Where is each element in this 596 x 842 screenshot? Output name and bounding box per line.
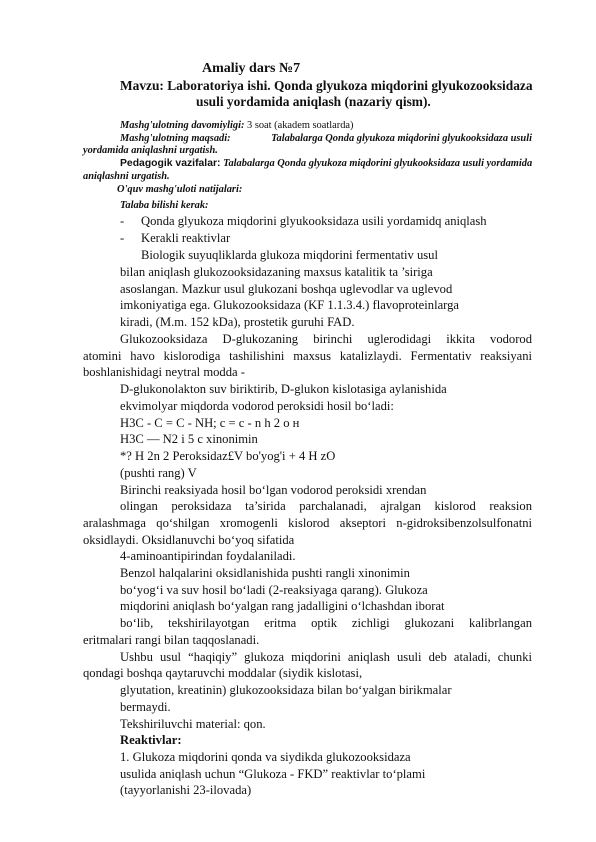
- body-line: atomini havo kislorodiga tashilishini maxsus katalizlaydi. Fermentativ reaksiyani: [83, 349, 532, 363]
- body-line: (tayyorlanishi 23-ilovada): [120, 783, 252, 797]
- body-line: glyutation, kreatinin) glukozooksidaza bilan bo‘yalgan birikmalar: [120, 683, 452, 697]
- body-line: bilan aniqlash glukozooksidazaning maxsus katalitik ta ’siriga: [120, 265, 433, 279]
- body-line: qondagi boshqa qaytaruvchi moddalar (siydik kislotasi,: [83, 666, 363, 680]
- list-dash-1: -: [120, 214, 125, 228]
- body-line: bo‘lib, tekshirilayotgan eritma optik zichligi glukozani kalibrlangan: [120, 616, 532, 630]
- body-line: bermaydi.: [120, 700, 171, 714]
- body-line: usulida aniqlash uchun “Glukoza - FKD” reaktivlar to‘plami: [120, 767, 426, 781]
- pedagogic-line2: aniqlashni urgatish.: [83, 171, 170, 182]
- formula-line: H3C — N2 i 5 c xinonimin: [120, 432, 258, 446]
- outcomes-label: O'quv mashg'uloti natijalari:: [117, 184, 243, 195]
- duration-value: 3 soat (akadem soatlarda): [244, 120, 354, 131]
- topic-heading-line1: Mavzu: Laboratoriya ishi. Qonda glyukoza miqdorini glyukozooksidaza: [120, 78, 533, 93]
- body-line: aralashmaga qo‘shilgan xromogenli kislorod akseptori n-gidroksibenzolsulfonatni: [83, 516, 532, 530]
- body-line: 4-aminoantipirindan foydalaniladi.: [120, 549, 296, 563]
- list-dash-2: -: [120, 231, 125, 245]
- topic-heading-line2: usuli yordamida aniqlash (nazariy qism).: [196, 94, 431, 109]
- body-line: boshlanishidagi neytral modda -: [83, 365, 245, 379]
- formula-line: H3C - C = C - NH; c = c - n h 2 o н: [120, 416, 300, 430]
- body-line: ekvimolyar miqdorda vodorod peroksidi hosil bo‘ladi:: [120, 399, 394, 413]
- body-line: Tekshiriluvchi material: qon.: [120, 717, 266, 731]
- body-line: eritmalari rangi bilan taqqoslanadi.: [83, 633, 260, 647]
- body-line: miqdorini aniqlash bo‘yalgan rang jadalligini o‘lchashdan iborat: [120, 599, 445, 613]
- goal-line1: [120, 133, 532, 145]
- body-line: asoslangan. Mazkur usul glukozani boshqa uglevodlar va uglevod: [120, 282, 453, 296]
- body-line: bo‘yog‘i va suv hosil bo‘ladi (2-reaksiyaga qarang). Glukoza: [120, 583, 428, 597]
- pedagogic-text: Talabalarga Qonda glyukoza miqdorini glyukooksidaza usuli yordamida: [220, 158, 533, 169]
- body-line: Ushbu usul “haqiqiy” glukoza miqdorini aniqlash usuli deb ataladi, chunki: [120, 650, 532, 664]
- formula-line: (pushti rang) V: [120, 466, 197, 480]
- reagents-heading: Reaktivlar:: [120, 733, 182, 747]
- goal-text: Talabalarga Qonda glyukoza miqdorini glyukooksidaza usuli: [271, 133, 532, 144]
- body-line: Benzol halqalarini oksidlanishida pushti rangli xinonimin: [120, 566, 410, 580]
- list-item-2: Kerakli reaktivlar: [141, 231, 231, 245]
- body-line: olingan peroksidaza ta’sirida parchalanadi, ajralgan kislorod reaksion: [120, 499, 532, 513]
- list-item-1: Qonda glyukoza miqdorini glyukooksidaza usili yordamidq aniqlash: [141, 214, 487, 228]
- pedagogic-label: Pedagogik vazifalar:: [120, 158, 221, 169]
- body-line: D-glukonolakton suv biriktirib, D-glukon kislotasiga aylanishida: [120, 382, 447, 396]
- duration-line: [120, 120, 353, 132]
- body-line: Biologik suyuqliklarda glukoza miqdorini fermentativ usul: [141, 248, 438, 262]
- must-know-label: Talaba bilishi kerak:: [120, 200, 209, 211]
- body-line: oksidlaydi. Oksidlanuvchi bo‘yoq sifatida: [83, 533, 295, 547]
- body-line: kiradi, (M.m. 152 kDa), prostetik guruhi FAD.: [120, 315, 355, 329]
- pedagogic-line1: [120, 158, 532, 170]
- body-line: 1. Glukoza miqdorini qonda va siydikda glukozooksidaza: [120, 750, 411, 764]
- goal-label: Mashg'ulotning maqsadi:: [120, 133, 231, 144]
- formula-line: *? H 2n 2 Peroksidaz£V bo'yog'i + 4 H zO: [120, 449, 336, 463]
- body-line: Glukozooksidaza D-glukozaning birinchi uglerodidagi ikkita vodorod: [120, 332, 532, 346]
- body-line: imkoniyatiga ega. Glukozooksidaza (KF 1.1.3.4.) flavoproteinlarga: [120, 298, 460, 312]
- goal-line2: yordamida aniqlashni urgatish.: [83, 145, 218, 156]
- duration-label: Mashg'ulotning davomiyligi:: [120, 120, 245, 131]
- lesson-title: Amaliy dars №7: [202, 61, 301, 76]
- body-line: Birinchi reaksiyada hosil bo‘lgan vodorod peroksidi xrendan: [120, 483, 427, 497]
